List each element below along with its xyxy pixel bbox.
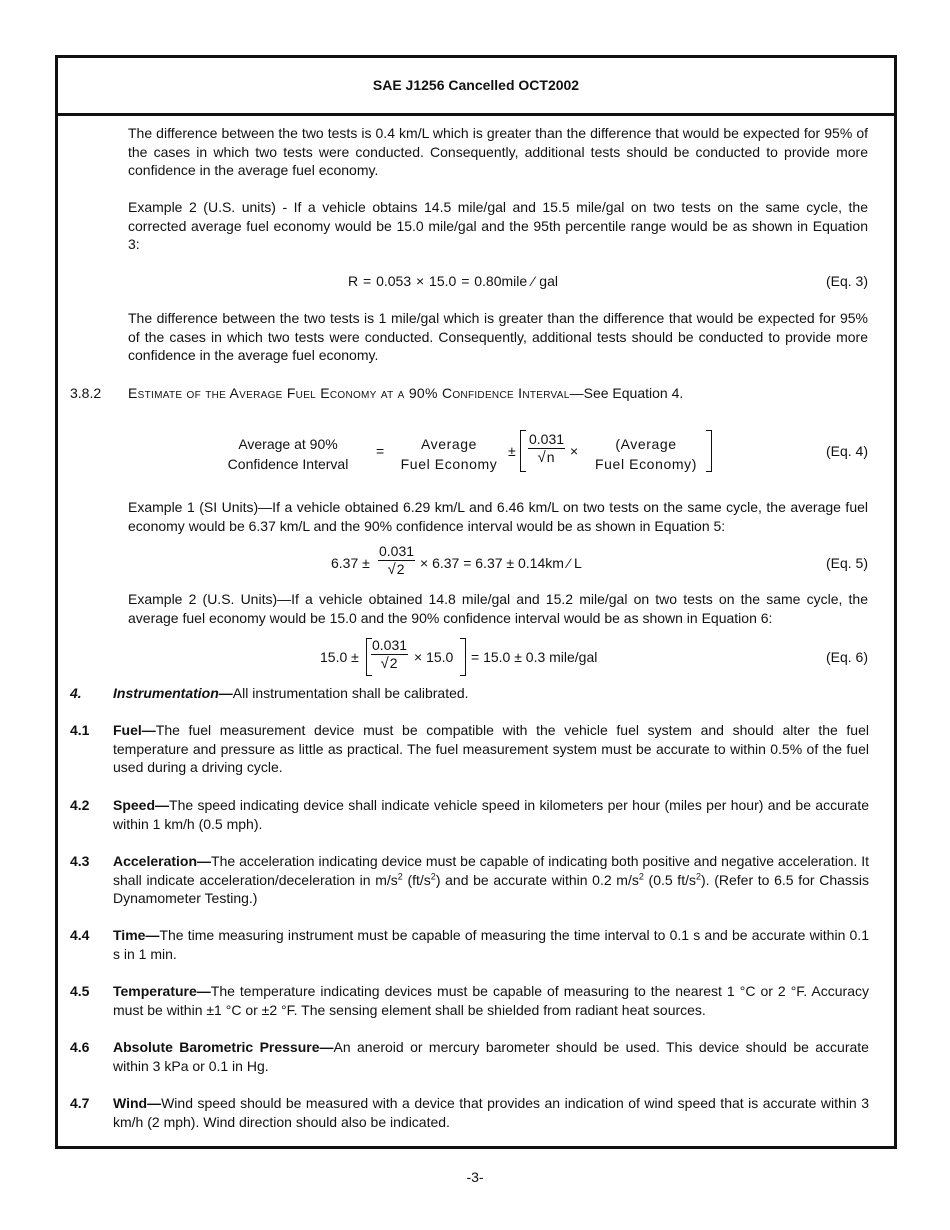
document-title: SAE J1256 Cancelled OCT2002 xyxy=(372,77,580,94)
section-4-5-text: The temperature indicating devices must be capable of measuring to the nearest 1 °C or 2 °F. Accuracy must be within ±1 °C or ±2 °F. The sensing element shall be shielded from radiant heat sources. xyxy=(113,983,869,1018)
section-4-3-text-c: ) and be accurate within 0.2 m/s xyxy=(435,871,639,888)
eq4-right-term xyxy=(586,434,706,474)
page-frame xyxy=(55,55,897,1149)
eq6-right-bracket xyxy=(460,638,466,676)
section-4-4 xyxy=(113,926,869,963)
eq5-numerator: 0.031 xyxy=(379,543,415,559)
eq5-denominator: 2 xyxy=(396,561,405,577)
paragraph-difference-2: The difference between the two tests is 1 mile/gal which is greater than the difference that would be expected for 95% of the cases in which two tests were conducted. Consequently, additional tests should be conducted to provide more confidence in the average fuel economy. xyxy=(128,310,868,363)
section-4-5-title: Temperature— xyxy=(113,983,211,999)
section-4-2 xyxy=(113,796,869,833)
section-4-2-number: 4.2 xyxy=(70,797,90,813)
equation-5-label: (Eq. 5) xyxy=(825,555,868,571)
eq4-mid-term xyxy=(394,434,504,474)
eq4-times: × xyxy=(570,443,579,459)
equation-3 xyxy=(58,272,894,294)
eq4-mid-line1: Average xyxy=(420,436,478,452)
section-4-7-title: Wind— xyxy=(113,1095,162,1111)
eq6-times-term: × 15.0 xyxy=(414,649,454,665)
section-4-1-title: Fuel— xyxy=(113,722,156,738)
section-3-8-2-rest: —See Equation 4. xyxy=(569,385,684,401)
superscript-2: 2 xyxy=(430,870,436,881)
eq6-numerator: 0.031 xyxy=(372,637,408,653)
sqrt-symbol: √ xyxy=(380,655,389,672)
section-4-3-title: Acceleration— xyxy=(113,853,212,869)
section-4-number: 4. xyxy=(70,685,82,701)
eq4-plus-minus: ± xyxy=(508,443,516,459)
paragraph-example-2-us-units: Example 2 (U.S. Units)—If a vehicle obtained 14.8 mile/gal and 15.2 mile/gal on two tests on the same cycle, the average fuel economy would be 15.0 and the 90% confidence interval would be as shown in Equation 6: xyxy=(128,591,868,626)
equation-6-label: (Eq. 6) xyxy=(825,649,868,665)
eq5-fraction xyxy=(378,543,415,578)
section-4-1-number: 4.1 xyxy=(70,722,90,738)
section-4-7-number: 4.7 xyxy=(70,1095,90,1111)
section-4-3-number: 4.3 xyxy=(70,853,90,869)
eq4-left-line2: Confidence Interval xyxy=(227,456,349,472)
eq6-result: = 15.0 ± 0.3 mile/gal xyxy=(471,649,598,665)
sqrt-symbol: √ xyxy=(537,449,546,466)
paragraph-example-2-us: Example 2 (U.S. units) - If a vehicle obtains 14.5 mile/gal and 15.5 mile/gal on two tests on the same cycle, the corrected average fuel economy would be 15.0 mile/gal and the 95th percentile range would be as shown in Equation 3: xyxy=(128,199,868,252)
eq4-equals: = xyxy=(376,443,385,459)
eq4-numerator: 0.031 xyxy=(529,431,565,447)
section-4-2-title: Speed— xyxy=(113,797,170,813)
eq5-prefix: 6.37 ± xyxy=(331,555,370,571)
eq4-denominator: n xyxy=(546,449,555,465)
eq5-result: × 6.37 = 6.37 ± 0.14km ⁄ L xyxy=(420,555,582,571)
section-4-6-number: 4.6 xyxy=(70,1039,90,1055)
section-4-1-text: The fuel measurement device must be compatible with the vehicle fuel system and should alter the fuel temperature and pressure as little as practical. The fuel measurement system must be accurate to within 0.5% of the fuel used during a driving cycle. xyxy=(113,722,869,775)
eq6-fraction xyxy=(371,637,408,672)
paragraph-example-1-si: Example 1 (SI Units)—If a vehicle obtained 6.29 km/L and 6.46 km/L on two tests on the same cycle, the average fuel economy would be 6.37 km/L and the 90% confidence interval would be as shown in Equation 5: xyxy=(128,499,868,534)
eq4-right-line2: Fuel Economy) xyxy=(595,456,697,472)
eq4-right-line1: (Average xyxy=(615,436,677,452)
section-4-3-text-a: The acceleration indicating device must be capable of indicating both positive and negative acceleration. It shall indicate acceleration/deceleration in m/s xyxy=(113,853,869,888)
section-4-title: Instrumentation— xyxy=(113,685,233,701)
eq4-mid-line2: Fuel Economy xyxy=(400,456,498,472)
superscript-2: 2 xyxy=(638,870,644,881)
section-4-6-title: Absolute Barometric Pressure— xyxy=(113,1039,334,1055)
section-4-4-number: 4.4 xyxy=(70,927,90,943)
section-4-4-text: The time measuring instrument must be capable of measuring the time interval to 0.1 s and be accurate within 0.1 s in 1 min. xyxy=(113,927,869,962)
eq4-left-term xyxy=(218,434,358,474)
section-4 xyxy=(113,684,869,703)
equation-3-label: (Eq. 3) xyxy=(825,273,868,289)
equation-6 xyxy=(58,636,894,682)
section-4-5-number: 4.5 xyxy=(70,983,90,999)
equation-4 xyxy=(58,428,894,478)
eq4-right-bracket xyxy=(706,430,712,472)
section-4-4-title: Time— xyxy=(113,927,160,943)
equation-4-label: (Eq. 4) xyxy=(825,443,868,459)
section-3-8-2-title: Estimate of the Average Fuel Economy at a 90% Confidence Interval xyxy=(128,385,570,401)
equation-5 xyxy=(58,542,894,586)
equation-3-body: R = 0.053 × 15.0 = 0.80mile ⁄ gal xyxy=(348,273,558,289)
section-4-7-text: Wind speed should be measured with a device that provides an indication of wind speed that is accurate within 3 km/h (2 mph). Wind direction should also be indicated. xyxy=(113,1095,869,1130)
section-4-text: All instrumentation shall be calibrated. xyxy=(232,685,469,701)
eq4-left-line1: Average at 90% xyxy=(238,436,338,452)
section-4-6-text: An aneroid or mercury barometer should be used. This device should be accurate within 3 kPa or 0.1 in Hg. xyxy=(113,1039,869,1074)
section-3-8-2-number: 3.8.2 xyxy=(70,385,102,401)
section-4-3 xyxy=(113,852,869,908)
superscript-2: 2 xyxy=(397,870,403,881)
section-4-3-text-d: (0.5 ft/s xyxy=(643,871,696,888)
section-4-3-text-e: ). (Refer to 6.5 for Chassis Dynamometer Testing.) xyxy=(113,871,869,906)
section-4-1 xyxy=(113,721,869,777)
superscript-2: 2 xyxy=(695,870,701,881)
eq6-prefix: 15.0 ± xyxy=(320,649,359,665)
paragraph-difference-1: The difference between the two tests is 0.4 km/L which is greater than the difference that would be expected for 95% of the cases in which two tests were conducted. Consequently, additional tests should be conducted to provide more confidence in the average fuel economy. xyxy=(128,125,868,178)
section-4-3-text-b: (ft/s xyxy=(402,871,431,888)
eq4-left-bracket xyxy=(520,430,526,472)
section-4-5 xyxy=(113,982,869,1019)
eq6-denominator: 2 xyxy=(389,655,398,671)
section-4-6 xyxy=(113,1038,869,1075)
eq4-fraction xyxy=(528,431,565,466)
sqrt-symbol: √ xyxy=(387,561,396,578)
section-4-7 xyxy=(113,1094,869,1131)
section-4-2-text: The speed indicating device shall indicate vehicle speed in kilometers per hour (miles per hour) and be accurate within 1 km/h (0.5 mph). xyxy=(113,797,869,832)
page-header xyxy=(58,58,894,116)
page-number: -3- xyxy=(466,1169,484,1185)
section-3-8-2-heading xyxy=(128,384,683,403)
